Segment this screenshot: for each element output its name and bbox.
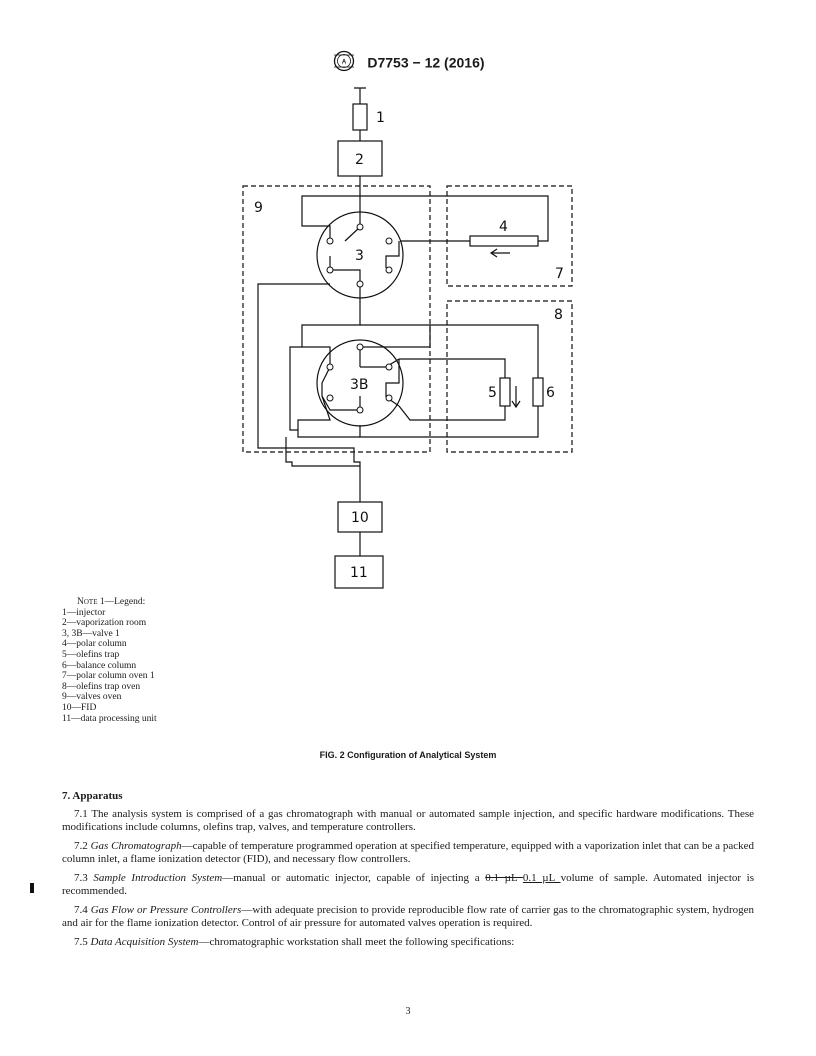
paragraph-7-2: 7.2 Gas Chromatograph—capable of temperature programmed operation at specified temperature, equipped with a vaporization inlet that can be a packed column inlet, a flame ionization detector (FID), and necessary flow controllers.	[62, 840, 755, 865]
section-heading: 7. Apparatus	[62, 790, 123, 802]
paragraph-7-3: 7.3 Sample Introduction System—manual or automatic injector, capable of injecting a 0.1 µL 0.1 µL volume of sample. Automated injector is recommended.	[62, 872, 755, 897]
legend-item: 10—FID	[62, 702, 97, 713]
legend-item: 6—balance column	[62, 660, 137, 671]
label-balance-column: 6	[546, 385, 555, 401]
legend-item: 9—valves oven	[62, 692, 122, 703]
term: Sample Introduction System	[93, 872, 223, 884]
term: Gas Chromatograph	[90, 840, 182, 852]
label-injector: 1	[376, 110, 385, 126]
label-polar-column-oven: 7	[555, 266, 564, 282]
term: Data Acquisition System	[90, 936, 199, 948]
label-olefins-trap-oven: 8	[554, 307, 563, 323]
label-valve-3b: 3B	[350, 377, 369, 393]
figure-caption: FIG. 2 Configuration of Analytical System	[319, 750, 497, 760]
label-vaporization-room: 2	[355, 152, 364, 168]
term: Gas Flow or Pressure Controllers	[90, 904, 242, 916]
legend-item: 7—polar column oven 1	[62, 671, 155, 682]
paragraph-7-1: 7.1 The analysis system is comprised of a gas chromatograph with manual or automated sample injection, and specific hardware modifications. These modifications include columns, olefins trap, valves, and temperature controllers.	[62, 808, 754, 833]
legend-item: 5—olefins trap	[62, 649, 120, 660]
revision-change-bar	[30, 883, 34, 893]
figure-legend	[62, 597, 157, 724]
page-number: 3	[405, 1006, 411, 1017]
section-apparatus	[62, 790, 754, 955]
paragraph-7-5: 7.5 Data Acquisition System—chromatographic workstation shall meet the following specifications:	[74, 936, 515, 948]
label-data-processing-unit: 11	[350, 565, 368, 581]
label-olefins-trap: 5	[488, 385, 497, 401]
legend-item: 4—polar column	[62, 639, 127, 650]
svg-text:A: A	[342, 59, 347, 66]
document-designation: D7753 − 12 (2016)	[367, 54, 485, 71]
note-prefix: Note	[77, 597, 98, 607]
deleted-text: 0.1 µL	[485, 872, 523, 884]
note-title: 1—Legend:	[99, 597, 146, 607]
legend-item: 2—vaporization room	[62, 618, 147, 629]
inserted-text: 0.1 µL	[522, 872, 561, 884]
legend-item: 1—injector	[62, 607, 106, 618]
legend-item: 8—olefins trap oven	[62, 681, 141, 692]
label-polar-column: 4	[499, 219, 508, 235]
legend-item: 11—data processing unit	[62, 713, 157, 724]
label-valve-3: 3	[355, 248, 364, 264]
label-valves-oven: 9	[254, 200, 263, 216]
paragraph-7-4: 7.4 Gas Flow or Pressure Controllers—with adequate precision to provide reproducible flow rate of carrier gas to the chromatographic system, hydrogen and air for the flame ionization detector. Control of air pressure for automated valves operation is required.	[62, 904, 755, 929]
label-fid: 10	[351, 510, 369, 526]
legend-item: 3, 3B—valve 1	[62, 628, 120, 639]
